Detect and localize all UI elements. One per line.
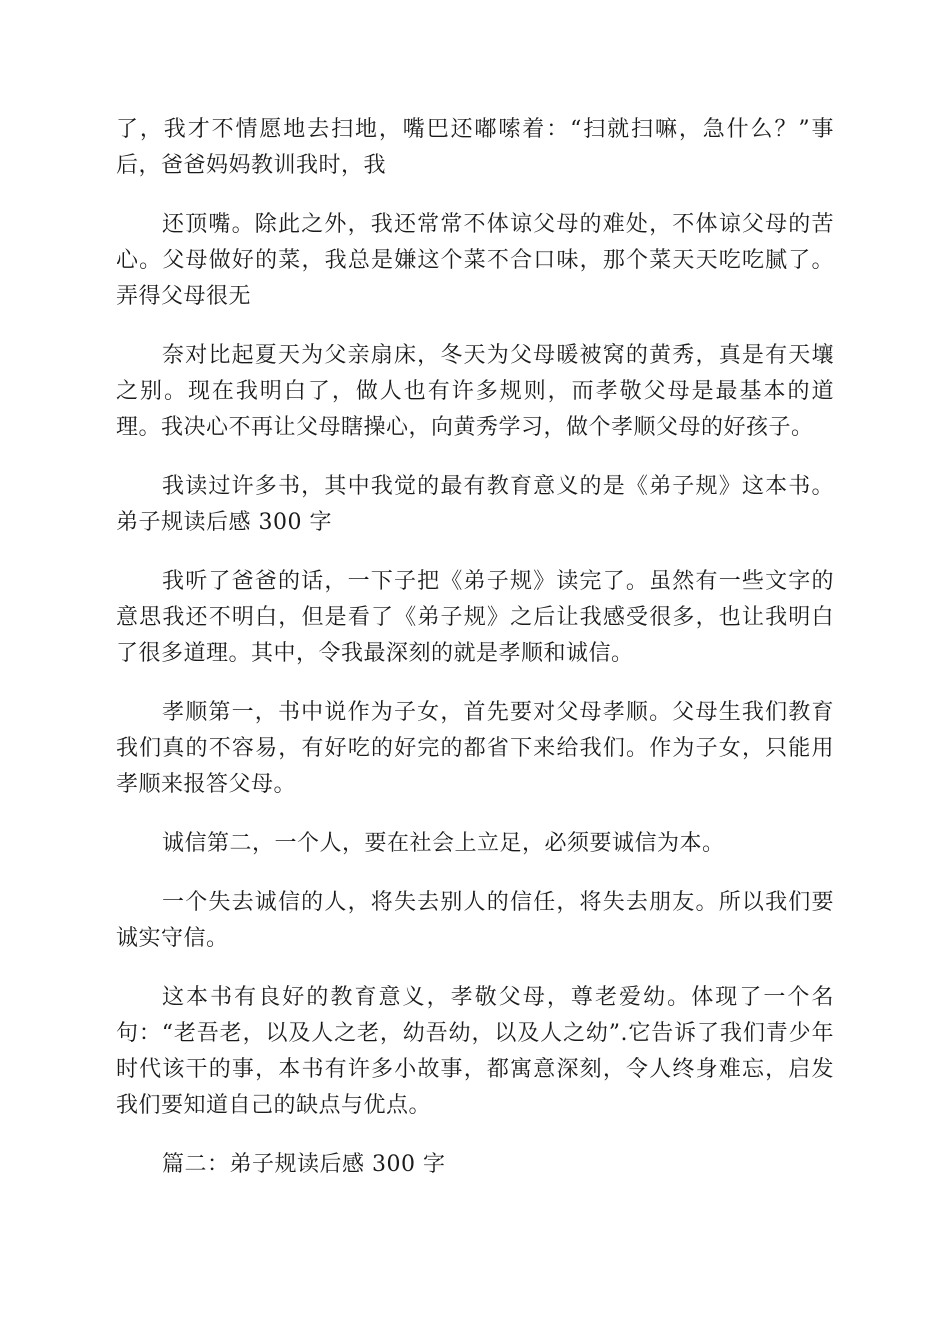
paragraph: 一个失去诚信的人，将失去别人的信任，将失去朋友。所以我们要诚实守信。 [116, 890, 834, 951]
paragraph: 我读过许多书，其中我觉的最有教育意义的是《弟子规》这本书。弟子规读后感 300 字 [116, 474, 834, 535]
paragraph: 还顶嘴。除此之外，我还常常不体谅父母的难处，不体谅父母的苦心。父母做好的菜，我总是嫌这个菜不合口味，那个菜天天吃吃腻了。弄得父母很无 [116, 212, 834, 309]
paragraph: 这本书有良好的教育意义，孝敬父母，尊老爱幼。体现了一个名句：“老吾老，以及人之老，幼吾幼，以及人之幼”.它告诉了我们青少年时代该干的事，本书有许多小故事，都寓意深刻，令人终身难忘，启发我们要知道自己的缺点与优点。 [116, 985, 834, 1118]
document-body [116, 112, 834, 1206]
paragraph: 诚信第二，一个人，要在社会上立足，必须要诚信为本。 [162, 831, 725, 856]
paragraph: 奈对比起夏天为父亲扇床，冬天为父母暖被窝的黄秀，真是有天壤之别。现在我明白了，做人也有许多规则，而孝敬父母是最基本的道理。我决心不再让父母瞎操心，向黄秀学习，做个孝顺父母的好孩子。 [116, 343, 834, 440]
paragraph: 孝顺第一，书中说作为子女，首先要对父母孝顺。父母生我们教育我们真的不容易，有好吃的好完的都省下来给我们。作为子女，只能用孝顺来报答父母。 [116, 700, 834, 797]
paragraph: 我听了爸爸的话，一下子把《弟子规》读完了。虽然有一些文字的意思我还不明白，但是看了《弟子规》之后让我感受很多，也让我明白了很多道理。其中，令我最深刻的就是孝顺和诚信。 [116, 569, 834, 666]
section-heading: 篇二：弟子规读后感 300 字 [162, 1152, 446, 1177]
paragraph: 了，我才不情愿地去扫地，嘴巴还嘟嗦着：“扫就扫嘛，急什么？”事后，爸爸妈妈教训我时，我 [116, 117, 834, 178]
